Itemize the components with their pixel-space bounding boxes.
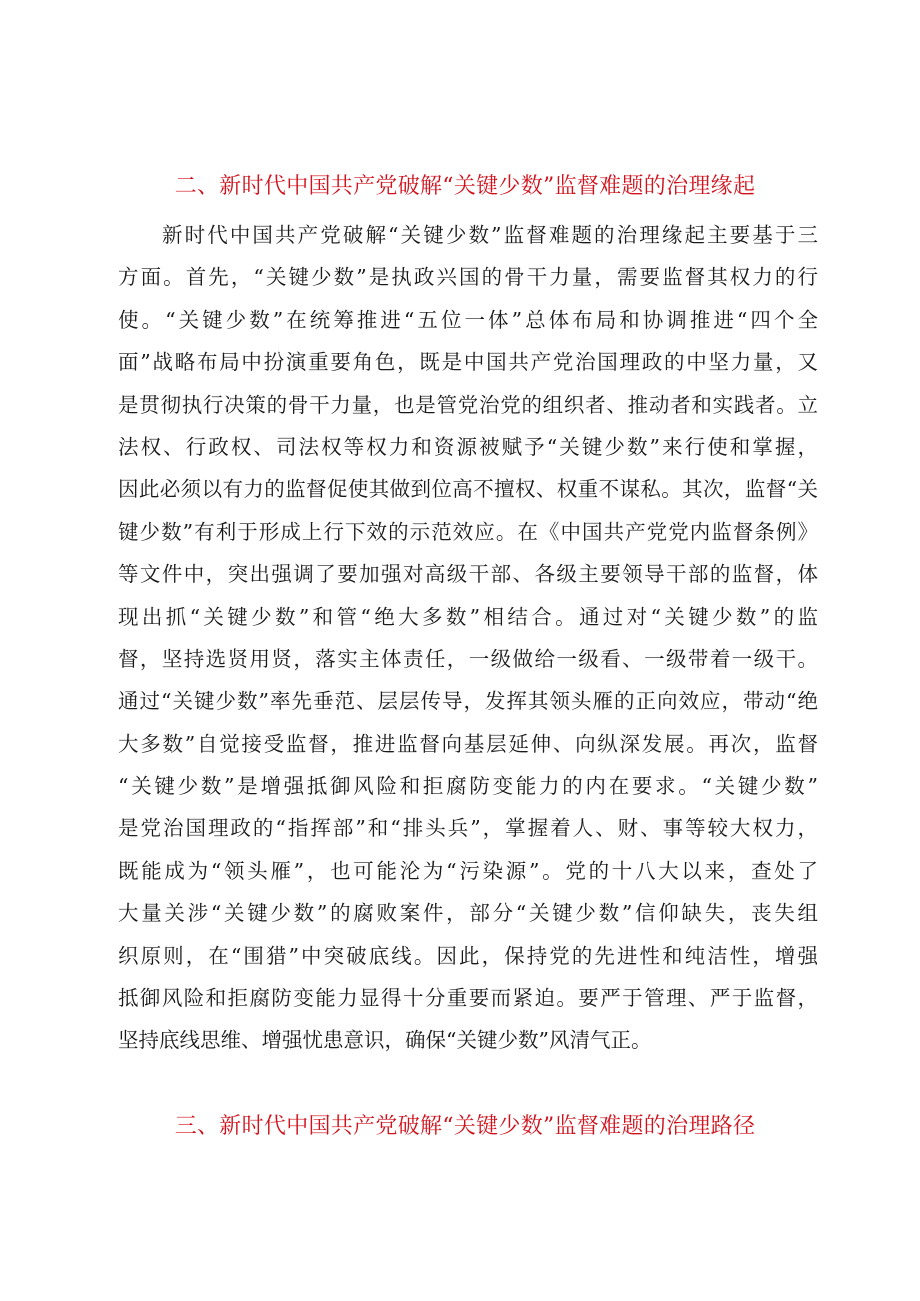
paragraph-line: 织原则，在“围猎”中突破底线。因此，保持党的先进性和纯洁性，增强 [118,943,818,968]
paragraph-line: 方面。首先，“关键少数”是执政兴国的骨干力量，需要监督其权力的行 [118,265,818,290]
paragraph-line: 是党治国理政的“指挥部”和“排头兵”，掌握着人、财、事等较大权力， [118,816,818,841]
paragraph-line: 抵御风险和拒腐防变能力显得十分重要而紧迫。要严于管理、严于监督， [118,986,818,1011]
paragraph-line: 是贯彻执行决策的骨干力量，也是管党治党的组织者、推动者和实践者。立 [118,392,818,417]
paragraph-line: 使。“关键少数”在统筹推进“五位一体”总体布局和协调推进“四个全 [118,307,818,332]
paragraph-line: 面”战略布局中扮演重要角色，既是中国共产党治国理政的中坚力量，又 [118,350,818,375]
section-heading-3: 三、新时代中国共产党破解“关键少数”监督难题的治理路径 [174,1114,756,1139]
section-2-paragraph [118,214,818,1062]
paragraph-line: 新时代中国共产党破解“关键少数”监督难题的治理缘起主要基于三 [162,223,818,247]
paragraph-line: 通过“关键少数”率先垂范、层层传导，发挥其领头雁的正向效应，带动“绝 [118,689,818,714]
paragraph-line: 大量关涉“关键少数”的腐败案件，部分“关键少数”信仰缺失，丧失组 [118,901,818,926]
paragraph-line: 大多数”自觉接受监督，推进监督向基层延伸、向纵深发展。再次，监督 [118,731,818,756]
paragraph-line: 既能成为“领头雁”，也可能沦为“污染源”。党的十八大以来，查处了 [118,858,818,883]
paragraph-line: 法权、行政权、司法权等权力和资源被赋予“关键少数”来行使和掌握， [118,434,818,459]
paragraph-line: 督，坚持选贤用贤，落实主体责任，一级做给一级看、一级带着一级干。 [118,646,818,671]
paragraph-line: 键少数”有利于形成上行下效的示范效应。在《中国共产党党内监督条例》 [118,519,818,544]
section-heading-2: 二、新时代中国共产党破解“关键少数”监督难题的治理缘起 [174,174,756,199]
paragraph-line: 等文件中，突出强调了要加强对高级干部、各级主要领导干部的监督，体 [118,562,818,587]
paragraph-line: “关键少数”是增强抵御风险和拒腐防变能力的内在要求。“关键少数” [118,774,818,799]
paragraph-line: 现出抓“关键少数”和管“绝大多数”相结合。通过对“关键少数”的监 [118,604,818,629]
paragraph-line: 坚持底线思维、增强忧患意识，确保“关键少数”风清气正。 [118,1028,652,1053]
paragraph-line: 因此必须以有力的监督促使其做到位高不擅权、权重不谋私。其次，监督“关 [118,477,818,502]
